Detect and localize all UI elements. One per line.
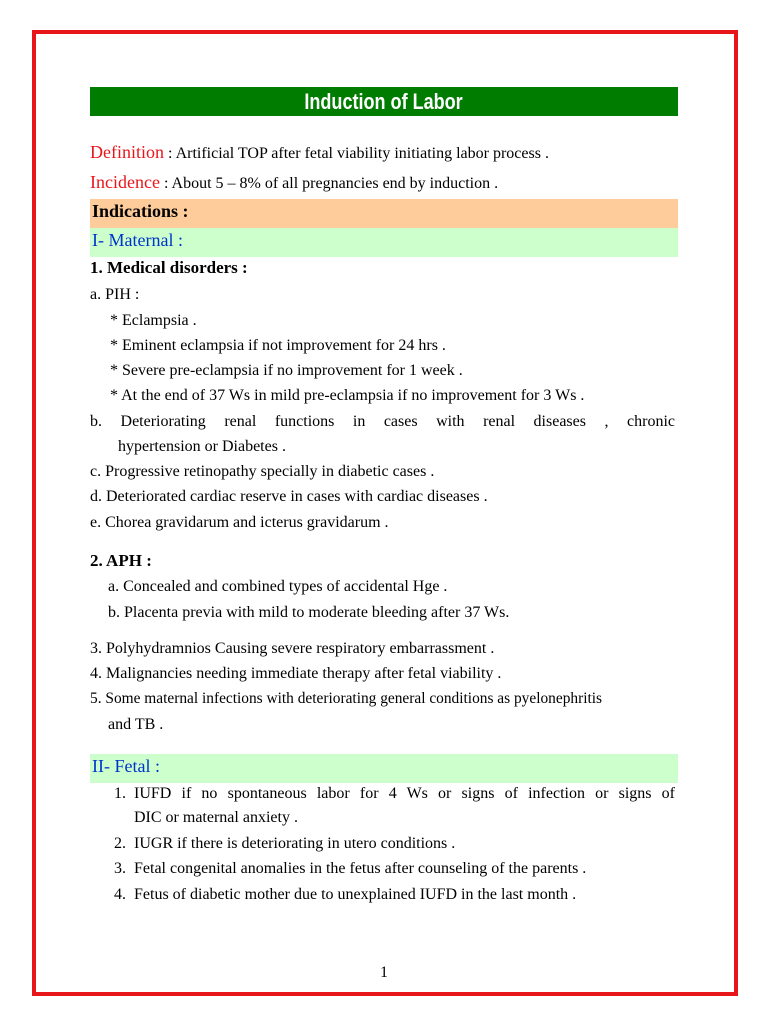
fetal-heading: II- Fetal : <box>92 756 160 776</box>
item-d: d. Deteriorated cardiac reserve in cases with cardiac diseases . <box>90 488 488 505</box>
incidence-text: : About 5 – 8% of all pregnancies end by induction . <box>159 175 499 192</box>
fetal-item-text: IUFD if no spontaneous labor for 4 Ws or signs of infection or signs of <box>134 785 675 802</box>
page-title: Induction of Labor <box>304 89 464 114</box>
definition-line <box>90 142 549 163</box>
aph-heading: 2. APH : <box>90 551 152 570</box>
maternal-band <box>90 228 678 257</box>
definition-label: Definition <box>90 142 164 162</box>
definition-text: : Artificial TOP after fetal viability initiating labor process . <box>164 145 549 162</box>
maternal-heading: I- Maternal : <box>92 230 183 250</box>
pih-item: * Severe pre-eclampsia if no improvement for 1 week . <box>110 362 463 379</box>
fetal-item-number: 3. <box>114 860 126 877</box>
fetal-item-number: 2. <box>114 835 126 852</box>
indications-heading: Indications : <box>92 201 189 221</box>
item-c: c. Progressive retinopathy specially in diabetic cases . <box>90 463 435 480</box>
page-number: 1 <box>380 964 388 981</box>
item-5-line1: 5. Some maternal infections with deteriorating general conditions as pyelonephritis <box>90 690 603 707</box>
aph-item: b. Placenta previa with mild to moderate bleeding after 37 Ws. <box>108 604 510 621</box>
pih-item: * Eclampsia . <box>110 312 197 329</box>
incidence-label: Incidence <box>90 172 160 192</box>
pih-label: a. PIH : <box>90 286 140 303</box>
fetal-item-number: 1. <box>114 785 126 802</box>
fetal-item-text: IUGR if there is deteriorating in utero conditions . <box>134 835 456 852</box>
item-5-line2: and TB . <box>108 716 164 733</box>
fetal-item-text: Fetus of diabetic mother due to unexplained IUFD in the last month . <box>134 886 577 903</box>
medical-disorders-heading: 1. Medical disorders : <box>90 258 248 277</box>
aph-item: a. Concealed and combined types of accidental Hge . <box>108 578 448 595</box>
fetal-item-text: Fetal congenital anomalies in the fetus after counseling of the parents . <box>134 860 587 877</box>
item-3: 3. Polyhydramnios Causing severe respiratory embarrassment . <box>90 640 495 657</box>
item-4: 4. Malignancies needing immediate therapy after fetal viability . <box>90 665 502 682</box>
indications-band <box>90 199 678 228</box>
fetal-band <box>90 754 678 783</box>
fetal-item-text-cont: DIC or maternal anxiety . <box>134 809 298 826</box>
item-b-line2: hypertension or Diabetes . <box>118 438 286 455</box>
page-title-bar <box>90 87 678 116</box>
incidence-line <box>90 172 498 193</box>
item-e: e. Chorea gravidarum and icterus gravidarum . <box>90 514 389 531</box>
item-b-line1: b. Deteriorating renal functions in cases with renal diseases , chronic <box>90 413 675 430</box>
fetal-item-number: 4. <box>114 886 126 903</box>
pih-item: * At the end of 37 Ws in mild pre-eclampsia if no improvement for 3 Ws . <box>110 387 585 404</box>
pih-item: * Eminent eclampsia if not improvement for 24 hrs . <box>110 337 446 354</box>
